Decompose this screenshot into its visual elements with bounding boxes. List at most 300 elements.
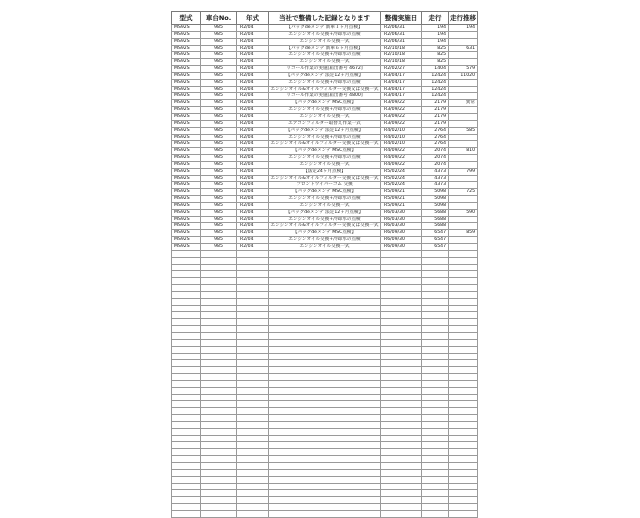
- empty-cell[interactable]: [381, 374, 422, 381]
- empty-cell[interactable]: [201, 415, 237, 422]
- empty-cell[interactable]: [422, 504, 449, 511]
- cell-mileage[interactable]: 12424: [422, 86, 449, 93]
- empty-cell[interactable]: [381, 449, 422, 456]
- cell-mileage-trend[interactable]: [449, 202, 478, 209]
- empty-cell[interactable]: [449, 326, 478, 333]
- empty-cell[interactable]: [269, 380, 381, 387]
- empty-cell[interactable]: [422, 339, 449, 346]
- empty-cell[interactable]: [237, 394, 269, 401]
- cell-service-date[interactable]: R5/02/24: [381, 168, 422, 175]
- cell-model-year[interactable]: R2/04: [237, 148, 269, 155]
- empty-cell[interactable]: [269, 285, 381, 292]
- cell-model-year[interactable]: R2/04: [237, 237, 269, 244]
- cell-service-description[interactable]: 【パックdeメンテ 法定12ヶ月点検】: [269, 209, 381, 216]
- empty-cell[interactable]: [172, 394, 201, 401]
- empty-cell[interactable]: [237, 401, 269, 408]
- cell-chassis-number[interactable]: 985: [201, 202, 237, 209]
- cell-service-description[interactable]: エンジンオイル交換+冷却水の点検: [269, 52, 381, 59]
- cell-service-description[interactable]: エンジンオイル交換一式: [269, 38, 381, 45]
- cell-model[interactable]: MS92S: [172, 127, 201, 134]
- empty-cell[interactable]: [269, 428, 381, 435]
- empty-cell[interactable]: [269, 271, 381, 278]
- cell-model[interactable]: MS92S: [172, 202, 201, 209]
- empty-cell[interactable]: [381, 421, 422, 428]
- cell-model[interactable]: MS92S: [172, 196, 201, 203]
- cell-mileage-trend[interactable]: [449, 93, 478, 100]
- empty-cell[interactable]: [381, 291, 422, 298]
- empty-cell[interactable]: [422, 401, 449, 408]
- empty-cell[interactable]: [269, 421, 381, 428]
- cell-service-description[interactable]: エンジンオイル交換+冷却水の点検: [269, 155, 381, 162]
- empty-cell[interactable]: [381, 510, 422, 517]
- empty-cell[interactable]: [449, 490, 478, 497]
- empty-cell[interactable]: [172, 346, 201, 353]
- empty-cell[interactable]: [237, 319, 269, 326]
- empty-cell[interactable]: [422, 278, 449, 285]
- cell-service-date[interactable]: R3/09/22: [381, 100, 422, 107]
- cell-mileage-trend[interactable]: [449, 237, 478, 244]
- empty-cell[interactable]: [172, 353, 201, 360]
- cell-model[interactable]: MS92S: [172, 155, 201, 162]
- empty-cell[interactable]: [201, 278, 237, 285]
- empty-cell[interactable]: [201, 264, 237, 271]
- cell-service-date[interactable]: R3/04/17: [381, 86, 422, 93]
- empty-cell[interactable]: [381, 483, 422, 490]
- empty-cell[interactable]: [422, 408, 449, 415]
- cell-service-description[interactable]: エンジンオイル交換一式: [269, 161, 381, 168]
- cell-chassis-number[interactable]: 985: [201, 161, 237, 168]
- cell-chassis-number[interactable]: 985: [201, 31, 237, 38]
- cell-service-date[interactable]: R5/09/21: [381, 196, 422, 203]
- cell-chassis-number[interactable]: 985: [201, 127, 237, 134]
- cell-service-date[interactable]: R3/09/22: [381, 120, 422, 127]
- empty-cell[interactable]: [422, 387, 449, 394]
- cell-mileage[interactable]: 2764: [422, 141, 449, 148]
- empty-cell[interactable]: [172, 442, 201, 449]
- cell-chassis-number[interactable]: 985: [201, 168, 237, 175]
- empty-cell[interactable]: [172, 319, 201, 326]
- cell-service-date[interactable]: R3/04/17: [381, 93, 422, 100]
- empty-cell[interactable]: [381, 271, 422, 278]
- cell-mileage[interactable]: 2074: [422, 155, 449, 162]
- cell-model-year[interactable]: R2/04: [237, 93, 269, 100]
- empty-cell[interactable]: [269, 278, 381, 285]
- empty-cell[interactable]: [237, 483, 269, 490]
- empty-cell[interactable]: [201, 346, 237, 353]
- empty-cell[interactable]: [422, 367, 449, 374]
- empty-cell[interactable]: [237, 497, 269, 504]
- empty-cell[interactable]: [237, 278, 269, 285]
- empty-cell[interactable]: [449, 271, 478, 278]
- cell-service-description[interactable]: 【パックdeメンテ 法定12ヶ月点検】: [269, 72, 381, 79]
- cell-mileage[interactable]: 5688: [422, 209, 449, 216]
- cell-mileage[interactable]: 194: [422, 38, 449, 45]
- cell-service-date[interactable]: R4/09/22: [381, 161, 422, 168]
- cell-mileage[interactable]: 2764: [422, 127, 449, 134]
- cell-model-year[interactable]: R2/04: [237, 52, 269, 59]
- cell-mileage-trend[interactable]: [449, 155, 478, 162]
- cell-service-description[interactable]: 【パックdeメンテ 法定12ヶ月点検】: [269, 127, 381, 134]
- cell-model[interactable]: MS92S: [172, 237, 201, 244]
- cell-mileage-trend[interactable]: [449, 182, 478, 189]
- empty-cell[interactable]: [237, 250, 269, 257]
- cell-chassis-number[interactable]: 985: [201, 134, 237, 141]
- empty-cell[interactable]: [201, 326, 237, 333]
- cell-service-description[interactable]: エンジンオイル交換+冷却水の点検: [269, 107, 381, 114]
- header-service-record[interactable]: 当社で整備した記録となります: [269, 12, 381, 25]
- empty-cell[interactable]: [172, 463, 201, 470]
- cell-mileage-trend[interactable]: 590: [449, 209, 478, 216]
- cell-chassis-number[interactable]: 985: [201, 79, 237, 86]
- cell-mileage-trend[interactable]: 194: [449, 25, 478, 32]
- cell-model-year[interactable]: R2/04: [237, 79, 269, 86]
- cell-model-year[interactable]: R2/04: [237, 161, 269, 168]
- cell-mileage-trend[interactable]: [449, 107, 478, 114]
- empty-cell[interactable]: [381, 456, 422, 463]
- empty-cell[interactable]: [237, 305, 269, 312]
- empty-cell[interactable]: [269, 339, 381, 346]
- empty-cell[interactable]: [269, 510, 381, 517]
- cell-mileage-trend[interactable]: [449, 31, 478, 38]
- empty-cell[interactable]: [237, 312, 269, 319]
- cell-service-date[interactable]: R4/09/22: [381, 148, 422, 155]
- empty-cell[interactable]: [172, 428, 201, 435]
- cell-service-date[interactable]: R2/06/31: [381, 31, 422, 38]
- empty-cell[interactable]: [381, 415, 422, 422]
- cell-service-description[interactable]: エンジンオイル交換+冷却水の点検: [269, 79, 381, 86]
- empty-cell[interactable]: [201, 353, 237, 360]
- empty-cell[interactable]: [201, 469, 237, 476]
- empty-cell[interactable]: [201, 408, 237, 415]
- cell-service-description[interactable]: エアコンフィルター取替え作業一式: [269, 120, 381, 127]
- cell-service-date[interactable]: R4/02/10: [381, 134, 422, 141]
- empty-cell[interactable]: [381, 339, 422, 346]
- empty-cell[interactable]: [172, 469, 201, 476]
- empty-cell[interactable]: [381, 264, 422, 271]
- cell-mileage[interactable]: 2179: [422, 120, 449, 127]
- cell-model-year[interactable]: R2/04: [237, 113, 269, 120]
- empty-cell[interactable]: [449, 360, 478, 367]
- empty-cell[interactable]: [422, 257, 449, 264]
- empty-cell[interactable]: [201, 374, 237, 381]
- empty-cell[interactable]: [422, 510, 449, 517]
- empty-cell[interactable]: [449, 367, 478, 374]
- empty-cell[interactable]: [269, 490, 381, 497]
- empty-cell[interactable]: [172, 257, 201, 264]
- empty-cell[interactable]: [172, 326, 201, 333]
- cell-model[interactable]: MS92S: [172, 25, 201, 32]
- cell-service-date[interactable]: R4/02/10: [381, 127, 422, 134]
- empty-cell[interactable]: [201, 510, 237, 517]
- empty-cell[interactable]: [201, 298, 237, 305]
- empty-cell[interactable]: [172, 449, 201, 456]
- empty-cell[interactable]: [449, 339, 478, 346]
- cell-model-year[interactable]: R2/04: [237, 189, 269, 196]
- empty-cell[interactable]: [172, 497, 201, 504]
- empty-cell[interactable]: [449, 497, 478, 504]
- empty-cell[interactable]: [201, 421, 237, 428]
- empty-cell[interactable]: [269, 305, 381, 312]
- empty-cell[interactable]: [172, 298, 201, 305]
- cell-model[interactable]: MS92S: [172, 209, 201, 216]
- empty-cell[interactable]: [381, 490, 422, 497]
- cell-model[interactable]: MS92S: [172, 59, 201, 66]
- cell-mileage[interactable]: 5098: [422, 189, 449, 196]
- cell-chassis-number[interactable]: 985: [201, 72, 237, 79]
- empty-cell[interactable]: [172, 435, 201, 442]
- empty-cell[interactable]: [269, 456, 381, 463]
- cell-model-year[interactable]: R2/04: [237, 209, 269, 216]
- empty-cell[interactable]: [381, 257, 422, 264]
- empty-cell[interactable]: [237, 449, 269, 456]
- cell-model-year[interactable]: R2/04: [237, 66, 269, 73]
- empty-cell[interactable]: [381, 346, 422, 353]
- empty-cell[interactable]: [449, 305, 478, 312]
- empty-cell[interactable]: [422, 442, 449, 449]
- cell-service-date[interactable]: R2/06/31: [381, 38, 422, 45]
- cell-model[interactable]: MS92S: [172, 168, 201, 175]
- empty-cell[interactable]: [381, 442, 422, 449]
- cell-mileage[interactable]: 6547: [422, 237, 449, 244]
- empty-cell[interactable]: [237, 271, 269, 278]
- cell-model-year[interactable]: R2/04: [237, 59, 269, 66]
- empty-cell[interactable]: [237, 442, 269, 449]
- cell-service-date[interactable]: R5/09/21: [381, 202, 422, 209]
- empty-cell[interactable]: [269, 346, 381, 353]
- empty-cell[interactable]: [201, 490, 237, 497]
- empty-cell[interactable]: [237, 291, 269, 298]
- header-model[interactable]: 型式: [172, 12, 201, 25]
- cell-model[interactable]: MS92S: [172, 134, 201, 141]
- empty-cell[interactable]: [269, 332, 381, 339]
- empty-cell[interactable]: [172, 374, 201, 381]
- empty-cell[interactable]: [237, 415, 269, 422]
- cell-chassis-number[interactable]: 985: [201, 107, 237, 114]
- cell-service-description[interactable]: リコール作業の実施[届出番号 4672]: [269, 66, 381, 73]
- cell-model-year[interactable]: R2/04: [237, 31, 269, 38]
- cell-model-year[interactable]: R2/04: [237, 182, 269, 189]
- empty-cell[interactable]: [269, 463, 381, 470]
- empty-cell[interactable]: [201, 380, 237, 387]
- cell-service-description[interactable]: 【パックdeメンテ MSC点検】: [269, 230, 381, 237]
- empty-cell[interactable]: [269, 291, 381, 298]
- header-mileage[interactable]: 走行: [422, 12, 449, 25]
- empty-cell[interactable]: [201, 360, 237, 367]
- empty-cell[interactable]: [237, 469, 269, 476]
- empty-cell[interactable]: [269, 319, 381, 326]
- empty-cell[interactable]: [237, 367, 269, 374]
- cell-service-description[interactable]: フロントワイパーゴム 交換: [269, 182, 381, 189]
- empty-cell[interactable]: [201, 312, 237, 319]
- empty-cell[interactable]: [172, 271, 201, 278]
- empty-cell[interactable]: [237, 332, 269, 339]
- empty-cell[interactable]: [422, 271, 449, 278]
- cell-service-date[interactable]: R3/09/22: [381, 113, 422, 120]
- empty-cell[interactable]: [449, 298, 478, 305]
- empty-cell[interactable]: [449, 257, 478, 264]
- cell-chassis-number[interactable]: 985: [201, 59, 237, 66]
- empty-cell[interactable]: [237, 510, 269, 517]
- cell-chassis-number[interactable]: 985: [201, 209, 237, 216]
- cell-mileage-trend[interactable]: [449, 86, 478, 93]
- cell-service-date[interactable]: R2/10/18: [381, 59, 422, 66]
- cell-model[interactable]: MS92S: [172, 189, 201, 196]
- cell-mileage-trend[interactable]: 631: [449, 45, 478, 52]
- cell-mileage[interactable]: 5688: [422, 216, 449, 223]
- empty-cell[interactable]: [422, 319, 449, 326]
- empty-cell[interactable]: [237, 298, 269, 305]
- cell-service-date[interactable]: R5/09/21: [381, 189, 422, 196]
- cell-model[interactable]: MS92S: [172, 72, 201, 79]
- cell-mileage[interactable]: 2764: [422, 134, 449, 141]
- empty-cell[interactable]: [381, 353, 422, 360]
- empty-cell[interactable]: [269, 326, 381, 333]
- empty-cell[interactable]: [269, 264, 381, 271]
- cell-model-year[interactable]: R2/04: [237, 100, 269, 107]
- cell-model[interactable]: MS92S: [172, 182, 201, 189]
- empty-cell[interactable]: [269, 257, 381, 264]
- empty-cell[interactable]: [449, 394, 478, 401]
- cell-mileage-trend[interactable]: 859: [449, 230, 478, 237]
- cell-model-year[interactable]: R2/04: [237, 230, 269, 237]
- empty-cell[interactable]: [422, 469, 449, 476]
- empty-cell[interactable]: [381, 312, 422, 319]
- empty-cell[interactable]: [422, 380, 449, 387]
- empty-cell[interactable]: [172, 278, 201, 285]
- cell-chassis-number[interactable]: 985: [201, 93, 237, 100]
- empty-cell[interactable]: [381, 298, 422, 305]
- header-mileage-trend[interactable]: 走行推移: [449, 12, 478, 25]
- cell-service-date[interactable]: R5/02/24: [381, 175, 422, 182]
- empty-cell[interactable]: [201, 456, 237, 463]
- cell-mileage[interactable]: 5098: [422, 202, 449, 209]
- cell-mileage-trend[interactable]: [449, 223, 478, 230]
- empty-cell[interactable]: [201, 257, 237, 264]
- cell-chassis-number[interactable]: 985: [201, 45, 237, 52]
- empty-cell[interactable]: [381, 469, 422, 476]
- empty-cell[interactable]: [237, 421, 269, 428]
- cell-service-description[interactable]: 【法定24ヶ月点検】: [269, 168, 381, 175]
- cell-model-year[interactable]: R2/04: [237, 72, 269, 79]
- empty-cell[interactable]: [269, 367, 381, 374]
- cell-mileage[interactable]: 4373: [422, 175, 449, 182]
- empty-cell[interactable]: [172, 421, 201, 428]
- empty-cell[interactable]: [237, 346, 269, 353]
- empty-cell[interactable]: [381, 394, 422, 401]
- cell-model-year[interactable]: R2/04: [237, 141, 269, 148]
- cell-chassis-number[interactable]: 985: [201, 216, 237, 223]
- cell-chassis-number[interactable]: 985: [201, 244, 237, 251]
- cell-service-description[interactable]: エンジンオイル交換+冷却水の点検: [269, 196, 381, 203]
- cell-service-description[interactable]: エンジンオイル&オイルフィルター交換又は交換一式: [270, 223, 379, 229]
- cell-mileage-trend[interactable]: [449, 244, 478, 251]
- cell-service-date[interactable]: R2/10/18: [381, 52, 422, 59]
- empty-cell[interactable]: [381, 408, 422, 415]
- cell-model-year[interactable]: R2/04: [237, 25, 269, 32]
- cell-model[interactable]: MS92S: [172, 216, 201, 223]
- cell-mileage-trend[interactable]: [449, 52, 478, 59]
- empty-cell[interactable]: [449, 421, 478, 428]
- cell-mileage[interactable]: 825: [422, 52, 449, 59]
- empty-cell[interactable]: [201, 442, 237, 449]
- cell-service-description[interactable]: エンジンオイル&オイルフィルター交換又は交換一式: [270, 141, 379, 147]
- empty-cell[interactable]: [449, 510, 478, 517]
- empty-cell[interactable]: [269, 401, 381, 408]
- empty-cell[interactable]: [449, 463, 478, 470]
- empty-cell[interactable]: [237, 285, 269, 292]
- cell-service-description[interactable]: 【パックdeメンテ MSC点検】: [269, 100, 381, 107]
- cell-chassis-number[interactable]: 985: [201, 52, 237, 59]
- empty-cell[interactable]: [422, 332, 449, 339]
- empty-cell[interactable]: [422, 421, 449, 428]
- cell-model[interactable]: MS92S: [172, 113, 201, 120]
- cell-mileage[interactable]: 1404: [422, 66, 449, 73]
- empty-cell[interactable]: [422, 483, 449, 490]
- empty-cell[interactable]: [381, 504, 422, 511]
- header-chassis-number[interactable]: 車台No.: [201, 12, 237, 25]
- empty-cell[interactable]: [172, 408, 201, 415]
- empty-cell[interactable]: [237, 326, 269, 333]
- cell-model[interactable]: MS92S: [172, 175, 201, 182]
- empty-cell[interactable]: [237, 408, 269, 415]
- cell-service-description[interactable]: エンジンオイル交換+冷却水の点検: [269, 216, 381, 223]
- cell-mileage[interactable]: 4373: [422, 182, 449, 189]
- empty-cell[interactable]: [449, 346, 478, 353]
- empty-cell[interactable]: [172, 332, 201, 339]
- empty-cell[interactable]: [449, 483, 478, 490]
- empty-cell[interactable]: [449, 449, 478, 456]
- empty-cell[interactable]: [269, 394, 381, 401]
- cell-chassis-number[interactable]: 985: [201, 100, 237, 107]
- empty-cell[interactable]: [422, 463, 449, 470]
- cell-model[interactable]: MS92S: [172, 86, 201, 93]
- empty-cell[interactable]: [201, 435, 237, 442]
- cell-mileage-trend[interactable]: 799: [449, 168, 478, 175]
- cell-chassis-number[interactable]: 985: [201, 155, 237, 162]
- cell-mileage[interactable]: 2179: [422, 100, 449, 107]
- empty-cell[interactable]: [172, 380, 201, 387]
- cell-model-year[interactable]: R2/04: [237, 223, 269, 230]
- cell-mileage[interactable]: 825: [422, 59, 449, 66]
- cell-service-date[interactable]: R5/02/24: [381, 182, 422, 189]
- cell-chassis-number[interactable]: 985: [201, 113, 237, 120]
- cell-service-description[interactable]: エンジンオイル&オイルフィルター交換又は交換一式: [270, 175, 379, 181]
- cell-service-date[interactable]: R3/04/17: [381, 79, 422, 86]
- empty-cell[interactable]: [269, 312, 381, 319]
- empty-cell[interactable]: [172, 387, 201, 394]
- cell-mileage[interactable]: 194: [422, 25, 449, 32]
- empty-cell[interactable]: [422, 394, 449, 401]
- empty-cell[interactable]: [381, 360, 422, 367]
- empty-cell[interactable]: [449, 380, 478, 387]
- empty-cell[interactable]: [269, 483, 381, 490]
- empty-cell[interactable]: [422, 415, 449, 422]
- empty-cell[interactable]: [172, 360, 201, 367]
- cell-chassis-number[interactable]: 985: [201, 223, 237, 230]
- empty-cell[interactable]: [201, 394, 237, 401]
- cell-chassis-number[interactable]: 985: [201, 38, 237, 45]
- empty-cell[interactable]: [237, 380, 269, 387]
- empty-cell[interactable]: [269, 387, 381, 394]
- empty-cell[interactable]: [172, 415, 201, 422]
- empty-cell[interactable]: [201, 449, 237, 456]
- empty-cell[interactable]: [449, 353, 478, 360]
- cell-service-description[interactable]: エンジンオイル交換+冷却水の点検: [269, 237, 381, 244]
- empty-cell[interactable]: [237, 435, 269, 442]
- empty-cell[interactable]: [201, 401, 237, 408]
- empty-cell[interactable]: [172, 504, 201, 511]
- cell-mileage-trend[interactable]: 585: [449, 127, 478, 134]
